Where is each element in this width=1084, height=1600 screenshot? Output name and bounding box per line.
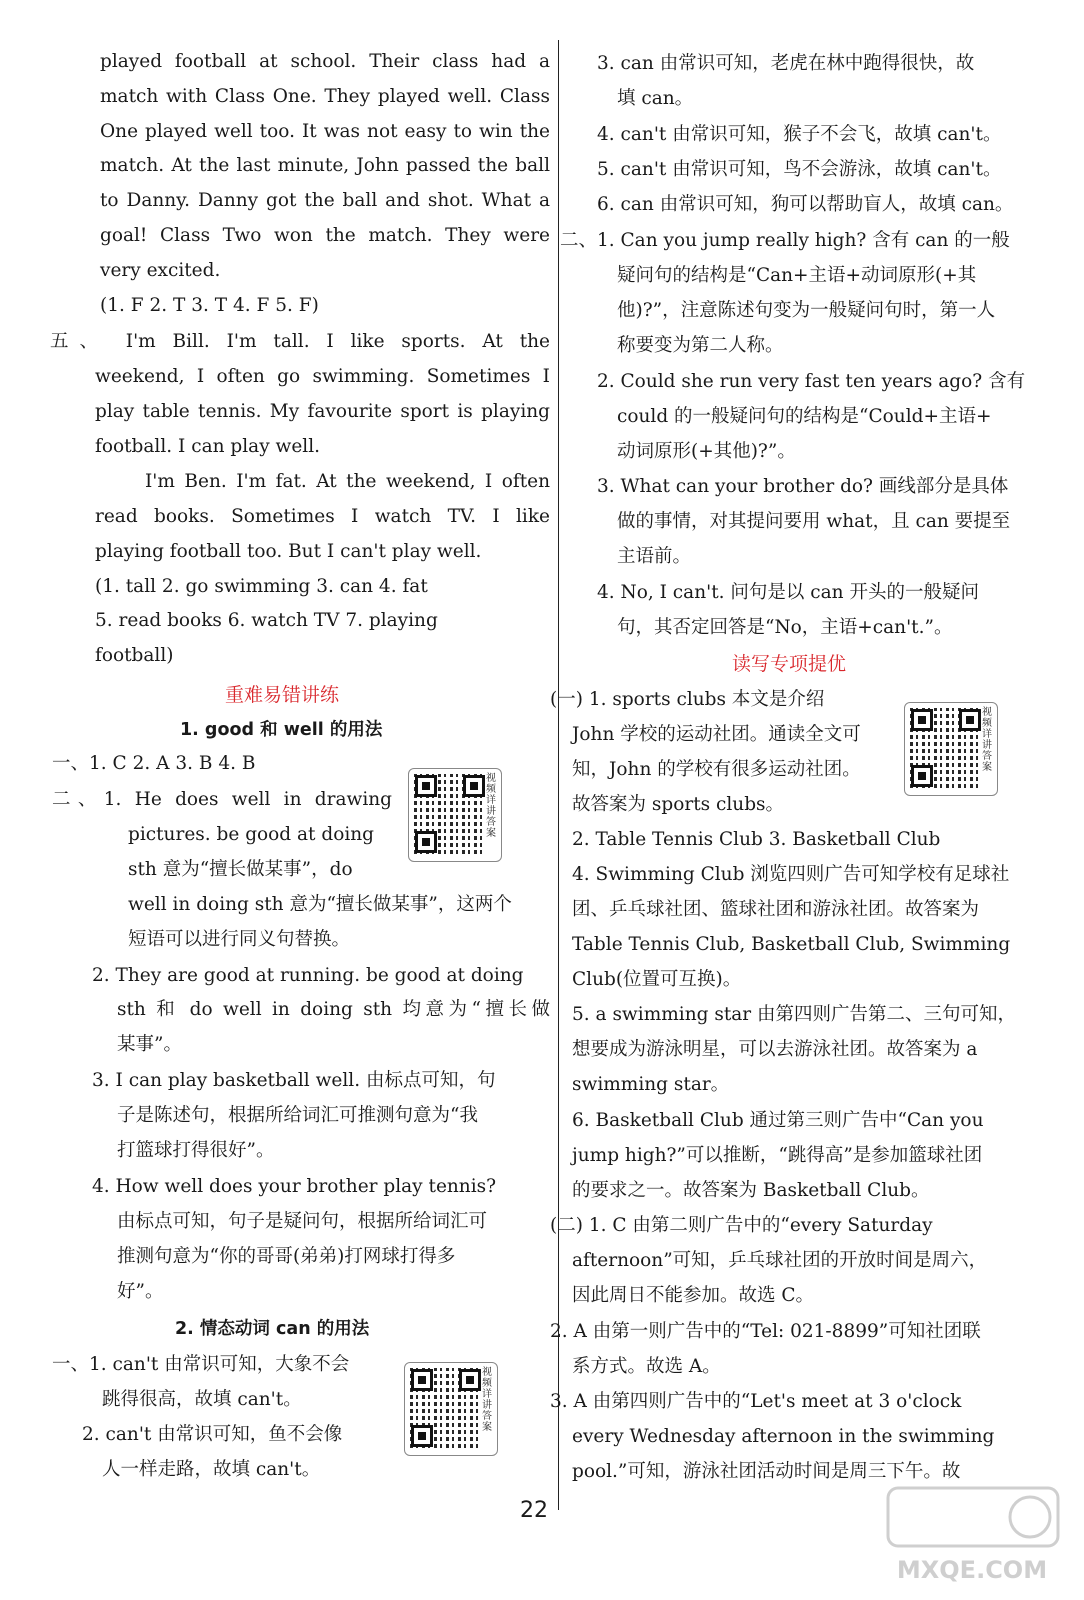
left-text-line: 由标点可知，句子是疑问句，根据所给词汇可 <box>117 1211 488 1232</box>
left-text-line: goal! Class Two won the match. They were <box>100 225 550 246</box>
qr-label: 视频详讲答案 <box>982 707 992 773</box>
qr-label: 视频详讲答案 <box>482 1367 492 1433</box>
left-text-line: sth 意为“擅长做某事”，do <box>128 859 353 880</box>
left-text-line: to Danny. Danny got the ball and shot. What a <box>100 190 550 211</box>
left-text-line: played football at school. Their class had a <box>100 51 550 72</box>
left-text-line: play table tennis. My favourite sport is playing <box>95 401 550 422</box>
right-text-line: (二) 1. C 由第二则广告中的“every Saturday <box>550 1215 933 1236</box>
right-text-line: 4. can't 由常识可知，猴子不会飞，故填 can't。 <box>597 124 1002 145</box>
left-text-line: I'm Ben. I'm fat. At the weekend, I often <box>145 471 550 492</box>
left-text-line: 3. I can play basketball well. 由标点可知，句 <box>92 1070 496 1091</box>
right-text-line: (一) 1. sports clubs 本文是介绍 <box>550 689 825 710</box>
right-text-line: 做的事情，对其提问要用 what，且 can 要提至 <box>617 511 1011 532</box>
left-text-line: 2. can't 由常识可知，鱼不会像 <box>82 1424 343 1445</box>
left-text-line: sth 和 do well in doing sth 均意为“擅长做 <box>117 999 550 1020</box>
left-text-line: 推测句意为“你的哥哥(弟弟)打网球打得多 <box>117 1246 456 1267</box>
left-text-line: 2. They are good at running. be good at doing <box>92 965 524 986</box>
right-text-line: Table Tennis Club, Basketball Club, Swimming <box>572 934 1011 955</box>
right-text-line: 因此周日不能参加。故选 C。 <box>572 1285 815 1306</box>
right-text-line: 系方式。故选 A。 <box>572 1356 721 1377</box>
page-number: 22 <box>520 1498 548 1523</box>
right-text-line: 疑问句的结构是“Can+主语+动词原形(+其 <box>617 265 977 286</box>
left-text-line: 一、1. can't 由常识可知，大象不会 <box>52 1354 350 1375</box>
right-text-line: 2. A 由第一则广告中的“Tel: 021-8899”可知社团联 <box>550 1321 981 1342</box>
right-text-line: every Wednesday afternoon in the swimming <box>572 1426 995 1447</box>
left-section-heading: 1. good 和 well 的用法 <box>180 720 383 740</box>
left-text-line: very excited. <box>100 260 221 281</box>
left-text-line: One played well too. It was not easy to win the <box>100 121 550 142</box>
watermark-logo <box>880 1480 1070 1590</box>
left-text-line: 二、1. He does well in drawing <box>52 789 392 810</box>
left-text-line: read books. Sometimes I watch TV. I like <box>95 506 550 527</box>
right-text-line: 填 can。 <box>617 88 694 109</box>
right-text-line: 的要求之一。故答案为 Basketball Club。 <box>572 1180 930 1201</box>
qr-code-video-3[interactable] <box>404 1362 498 1456</box>
left-text-line: match with Class One. They played well. Class <box>100 86 550 107</box>
left-text-line: 短语可以进行同义句替换。 <box>128 929 351 950</box>
right-text-line: pool.”可知，游泳社团活动时间是周三下午。故 <box>572 1461 961 1482</box>
left-text-line: 某事”。 <box>117 1034 182 1055</box>
right-text-line: swimming star。 <box>572 1074 730 1095</box>
left-text-line: well in doing sth 意为“擅长做某事”，这两个 <box>128 894 512 915</box>
right-text-line: Club(位置可互换)。 <box>572 969 742 990</box>
right-text-line: 6. Basketball Club 通过第三则广告中“Can you <box>572 1110 984 1131</box>
right-text-line: John 学校的运动社团。通读全文可 <box>572 724 861 745</box>
right-text-line: 想要成为游泳明星，可以去游泳社团。故答案为 a <box>572 1039 978 1060</box>
qr-label: 视频详讲答案 <box>486 773 496 839</box>
right-text-line: 句，其否定回答是“No，主语+can't.”。 <box>617 617 953 638</box>
right-text-line: could 的一般疑问句的结构是“Could+主语+ <box>617 406 992 427</box>
left-text-line: 4. How well does your brother play tennis? <box>92 1176 497 1197</box>
left-section-heading: 重难易错讲练 <box>225 684 340 706</box>
right-text-line: 4. No, I can't. 问句是以 can 开头的一般疑问 <box>597 582 979 603</box>
right-text-line: 二、1. Can you jump really high? 含有 can 的一般 <box>560 230 1010 251</box>
left-text-line: 五、 I'm Bill. I'm tall. I like sports. At the <box>50 331 550 352</box>
right-text-line: 主语前。 <box>617 546 692 567</box>
left-text-line: 跳得很高，故填 can't。 <box>102 1389 302 1410</box>
right-text-line: 他)?”，注意陈述句变为一般疑问句时，第一人 <box>617 300 996 321</box>
right-text-line: afternoon”可知，乒乓球社团的开放时间是周六， <box>572 1250 988 1271</box>
right-text-line: jump high?”可以推断，“跳得高”是参加篮球社团 <box>572 1145 983 1166</box>
left-text-line: 子是陈述句，根据所给词汇可推测句意为“我 <box>117 1105 478 1126</box>
left-text-line: football. I can play well. <box>95 436 321 457</box>
left-text-line: (1. F 2. T 3. T 4. F 5. F) <box>100 295 319 316</box>
qr-code-video-2[interactable] <box>904 702 998 796</box>
left-text-line: 一、1. C 2. A 3. B 4. B <box>52 753 256 774</box>
right-section-heading: 读写专项提优 <box>732 653 847 675</box>
right-text-line: 2. Table Tennis Club 3. Basketball Club <box>572 829 941 850</box>
right-text-line: 3. can 由常识可知，老虎在林中跑得很快，故 <box>597 53 975 74</box>
left-text-line: match. At the last minute, John passed the ball <box>100 155 550 176</box>
right-text-line: 5. can't 由常识可知，鸟不会游泳，故填 can't。 <box>597 159 1002 180</box>
right-text-line: 团、乒乓球社团、篮球社团和游泳社团。故答案为 <box>572 899 980 920</box>
right-text-line: 4. Swimming Club 浏览四则广告可知学校有足球社 <box>572 864 1010 885</box>
right-text-line: 动词原形(+其他)?”。 <box>617 441 796 462</box>
right-text-line: 3. What can your brother do? 画线部分是具体 <box>597 476 1009 497</box>
right-text-line: 2. Could she run very fast ten years ago? 含有 <box>597 371 1026 392</box>
left-text-line: playing football too. But I can't play well. <box>95 541 482 562</box>
left-text-line: 打篮球打得很好”。 <box>117 1140 275 1161</box>
column-divider <box>558 40 559 1510</box>
left-text-line: football) <box>95 645 174 666</box>
right-text-line: 知，John 的学校有很多运动社团。 <box>572 759 861 780</box>
right-text-line: 6. can 由常识可知，狗可以帮助盲人，故填 can。 <box>597 194 1014 215</box>
right-text-line: 3. A 由第四则广告中的“Let's meet at 3 o'clock <box>550 1391 962 1412</box>
qr-code-video-1[interactable] <box>408 768 502 862</box>
right-text-line: 故答案为 sports clubs。 <box>572 794 785 815</box>
right-text-line: 5. a swimming star 由第四则广告第二、三句可知， <box>572 1004 1017 1025</box>
left-text-line: weekend, I often go swimming. Sometimes I <box>95 366 550 387</box>
svg-text:MXQE.COM: MXQE.COM <box>896 1556 1048 1584</box>
left-text-line: (1. tall 2. go swimming 3. can 4. fat <box>95 576 428 597</box>
left-text-line: 好”。 <box>117 1281 164 1302</box>
left-section-heading: 2. 情态动词 can 的用法 <box>175 1319 370 1339</box>
right-text-line: 称要变为第二人称。 <box>617 335 784 356</box>
left-text-line: 人一样走路，故填 can't。 <box>102 1459 321 1480</box>
left-text-line: 5. read books 6. watch TV 7. playing <box>95 610 438 631</box>
left-text-line: pictures. be good at doing <box>128 824 375 845</box>
